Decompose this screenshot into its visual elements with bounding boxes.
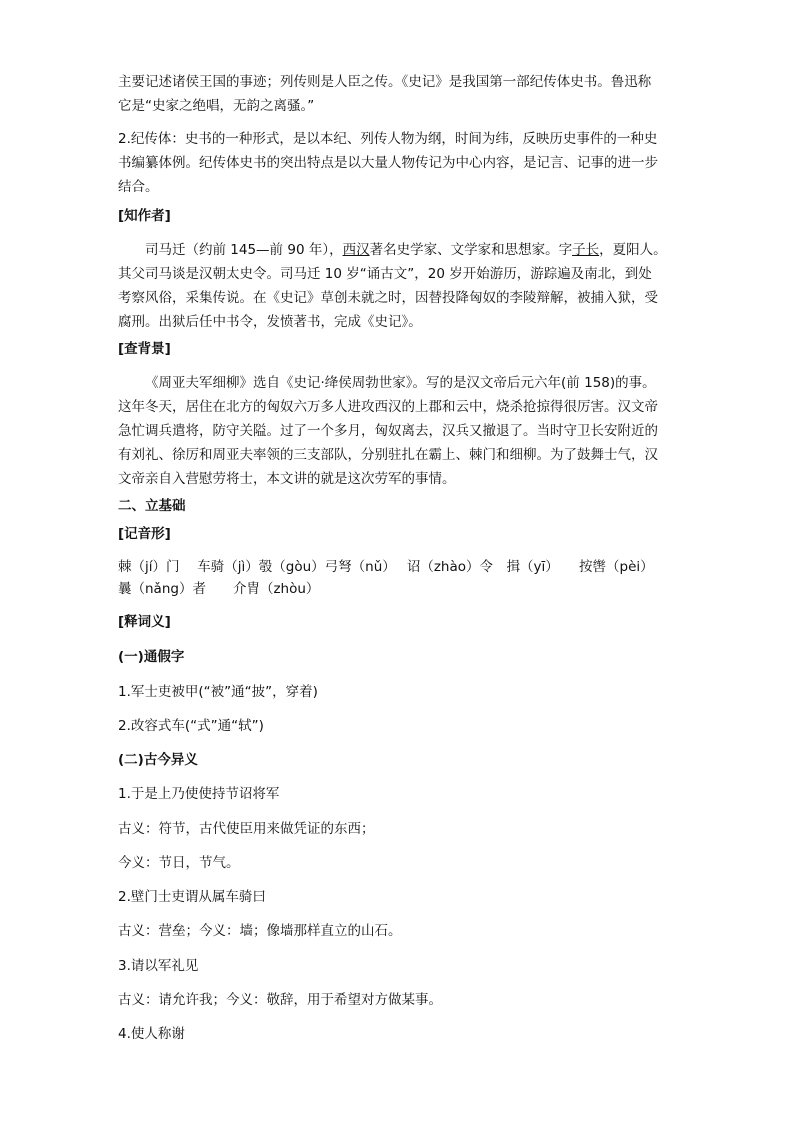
list-item: 1.于是上乃使使持节诏将军 — [118, 786, 280, 802]
text-line — [118, 238, 678, 262]
text-line: 这年冬天，居住在北方的匈奴六万多人进攻西汉的上郡和云中，烧杀抢掠得很厉害。汉文帝 — [118, 399, 658, 415]
intro-paragraph — [118, 70, 678, 118]
text-line: 书编纂体例。纪传体史书的突出特点是以大量人物传记为中心内容，是记言、记事的进一步 — [118, 155, 658, 171]
author-heading: [知作者] — [118, 208, 171, 224]
text-line: 腐刑。出狱后任中书令，发愤著书，完成《史记》。 — [118, 314, 422, 330]
text-line: 《周亚夫军细柳》选自《史记·绛侯周勃世家》。写的是汉文帝后元六年(前 158)的事。 — [145, 375, 656, 391]
text-line: 曩（nǎng）者 介胄（zhòu） — [118, 581, 320, 597]
list-item: 2.壁门士吏谓从属车骑曰 — [118, 889, 266, 905]
definition-text: 今义：节日，节气。 — [118, 855, 240, 871]
underlined-term: 西汉 — [342, 242, 370, 258]
text-span: 司马迁（约前 145—前 90 年）， — [145, 242, 343, 258]
subheading: (一)通假字 — [118, 649, 185, 665]
text-line: 棘（jí）门 车骑（jì）彀（gòu）弓弩（nǔ） 诏（zhào）令 揖（yī） 按辔（pèi） — [118, 559, 654, 575]
pronunciation-heading: [记音形] — [118, 526, 171, 542]
list-item: 3.请以军礼见 — [118, 958, 199, 974]
list-item: 4.使人称谢 — [118, 1026, 185, 1042]
definition-text: 古义：请允许我；今义：敬辞，用于希望对方做某事。 — [118, 992, 442, 1008]
text-span: 著名史学家、文学家和思想家。字 — [369, 242, 573, 258]
background-heading: [查背景] — [118, 341, 171, 357]
text-line: 结合。 — [118, 179, 159, 195]
definition-paragraph — [118, 127, 678, 199]
text-line: 文帝亲自入营慰劳将士，本文讲的就是这次劳军的事情。 — [118, 471, 456, 487]
definition-text: 古义：营垒；今义：墙；像墙那样直立的山石。 — [118, 923, 402, 939]
background-paragraph — [118, 371, 678, 491]
definition-text: 古义：符节，古代使臣用来做凭证的东西； — [118, 821, 375, 837]
text-line: 2.纪传体：史书的一种形式，是以本纪、列传人物为纲，时间为纬，反映历史事件的一种史 — [118, 131, 658, 147]
list-item: 1.军士吏被甲(“被”通“披”，穿着) — [118, 684, 318, 700]
subheading: (二)古今异义 — [118, 752, 198, 768]
section-heading: 二、立基础 — [118, 498, 186, 514]
pronunciation-paragraph — [118, 556, 678, 600]
text-line: 急忙调兵遣将，防守关隘。过了一个多月，匈奴离去，汉兵又撤退了。当时守卫长安附近的 — [118, 423, 658, 439]
text-span: ，夏阳人。 — [599, 242, 667, 258]
list-item: 2.改容式车(“式”通“轼”) — [118, 718, 264, 734]
text-line: 有刘礼、徐厉和周亚夫率领的三支部队，分别驻扎在霸上、棘门和细柳。为了鼓舞士气，汉 — [118, 447, 658, 463]
text-line: 考察风俗，采集传说。在《史记》草创未就之时，因替投降匈奴的李陵辩解，被捕入狱，受 — [118, 290, 658, 306]
author-paragraph — [118, 238, 678, 334]
text-line: 它是“史家之绝唱，无韵之离骚。” — [118, 98, 315, 114]
text-line: 主要记述诸侯王国的事迹；列传则是人臣之传。《史记》是我国第一部纪传体史书。鲁迅称 — [118, 74, 652, 90]
text-line: 其父司马谈是汉朝太史令。司马迁 10 岁“诵古文”，20 岁开始游历，游踪遍及南北，到处 — [118, 266, 652, 282]
meaning-heading: [释词义] — [118, 614, 171, 630]
underlined-term: 子长 — [572, 242, 600, 258]
